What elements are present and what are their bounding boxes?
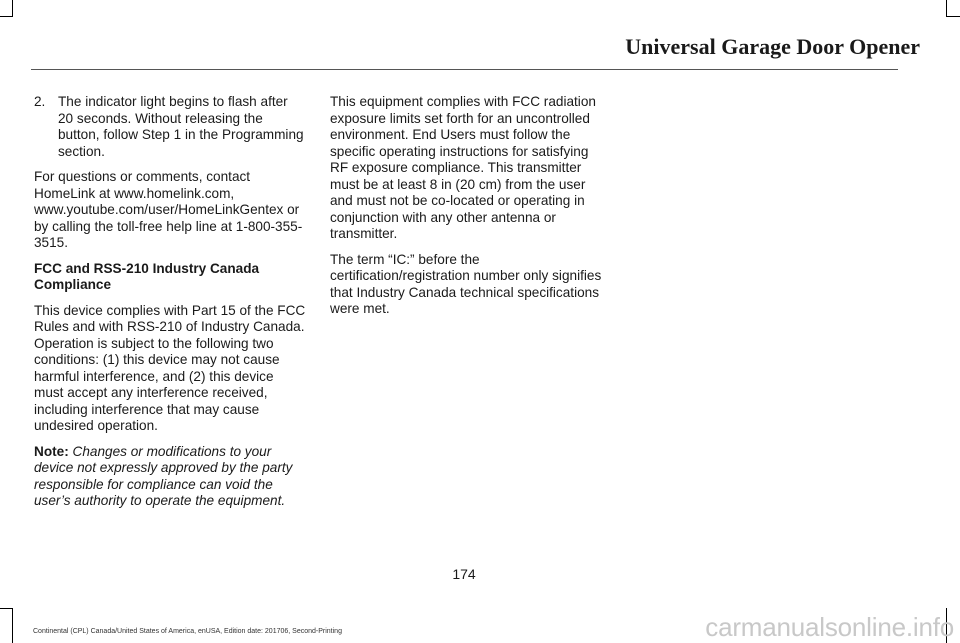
- contact-paragraph: For questions or comments, contact HomeLink at www.homelink.com, www.youtube.com/user/HomeLinkGentex or by calling the toll-free help line at 1-800-355-3515.: [34, 169, 303, 250]
- radiation-paragraph: This equipment complies with FCC radiation exposure limits set forth for an uncontrolled environment. End Users must follow the specific operating instructions for satisfying RF exposure compliance. This transmitter must be at least 8 in (20 cm) from the user and must not be co-located or operating in conjunction with any other antenna or transmitter.: [330, 94, 596, 241]
- crop-mark-top-left-vertical: [12, 0, 13, 17]
- crop-mark-top-right-horizontal: [946, 16, 960, 17]
- step-number: 2.: [34, 94, 46, 109]
- crop-mark-bottom-left-vertical: [12, 608, 13, 643]
- edition-footer: Continental (CPL) Canada/United States of America, enUSA, Edition date: 201706, Second-Printing: [33, 628, 342, 635]
- page-number: 174: [452, 566, 476, 582]
- left-column: [34, 94, 306, 519]
- crop-mark-top-left-horizontal: [0, 16, 13, 17]
- page-title: Universal Garage Door Opener: [625, 34, 920, 59]
- ic-term-paragraph: The term “IC:” before the certification/registration number only signifies that Industry Canada technical specifications were met.: [330, 251, 602, 316]
- section-heading: FCC and RSS-210 Industry Canada Compliance: [34, 260, 260, 292]
- note-paragraph: [34, 444, 306, 510]
- header-divider: [31, 69, 898, 70]
- step-item: [34, 94, 306, 160]
- note-text: Changes or modifications to your device not expressly approved by the party responsible for compliance can void the user’s authority to operate the equipment.: [34, 443, 293, 508]
- crop-mark-top-right-vertical: [946, 0, 947, 17]
- note-label: Note:: [34, 443, 69, 459]
- compliance-paragraph: This device complies with Part 15 of the FCC Rules and with RSS-210 of Industry Canada. Operation is subject to the following two conditions: (1) this device may not cause harmful interference, and (2) this device must accept any interference received, including interference that may cause undesired operation.: [34, 302, 306, 433]
- crop-mark-bottom-left-horizontal: [0, 608, 13, 609]
- step-text: The indicator light begins to flash after 20 seconds. Without releasing the button, follow Step 1 in the Programming section.: [58, 94, 304, 159]
- watermark: carmanualsonline.info: [705, 612, 954, 642]
- right-column: [330, 94, 602, 327]
